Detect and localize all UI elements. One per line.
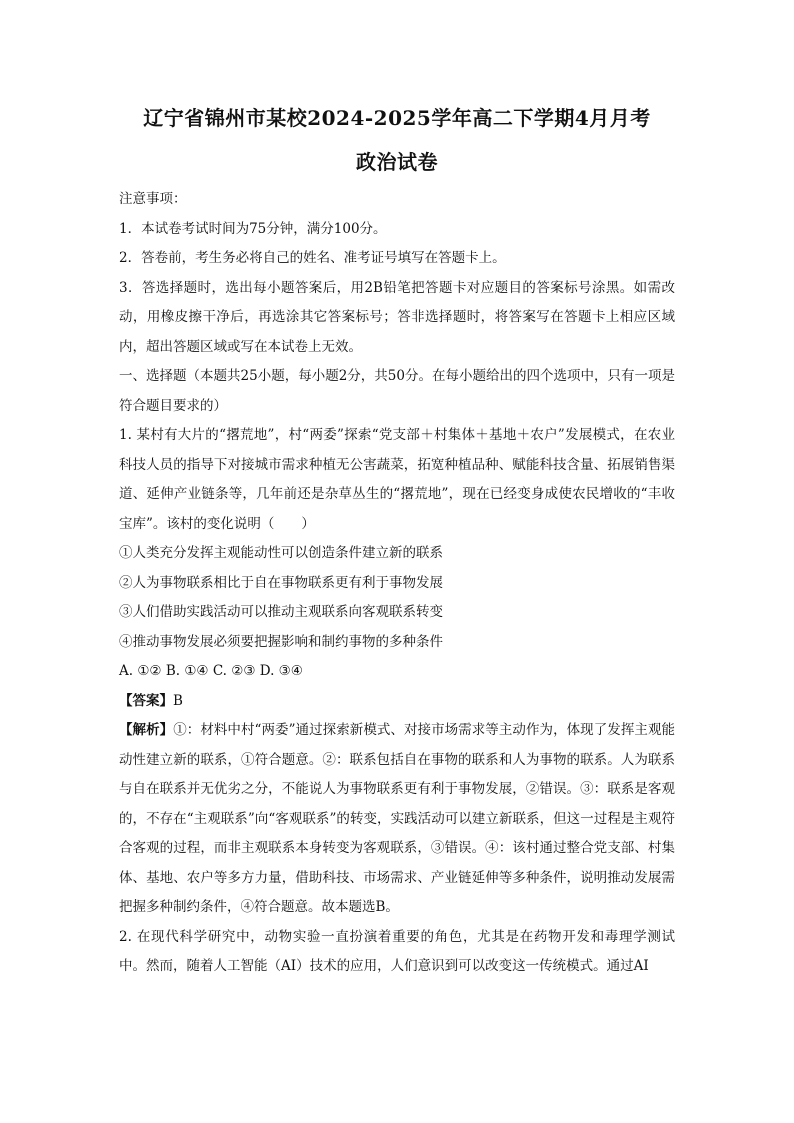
question-1-statement-1: ①人类充分发挥主观能动性可以创造条件建立新的联系 <box>119 545 443 561</box>
analysis-text: ①：材料中村“两委”通过探索新模式、对接市场需求等主动作为，体现了发挥主观能动性建立新的联系，①符合题意。②：联系包括自在事物的联系和人为事物的联系。人为联系与自在联系并无优劣之分，不能说人为事物联系更有利于事物发展，②错误。③：联系是客观的，不存在“主观联系”向“客观联系”的转变，实践活动可以建立新联系，但这一过程是主观符合客观的过程，而非主观联系本身转变为客观联系，③错误。④：该村通过整合党支部、村集体、基地、农户等多方力量，借助科技、市场需求、产业链延伸等多种条件，说明推动发展需把握多种制约条件，④符合题意。故本题选B。 <box>119 722 675 915</box>
notice-item-3: 3．答选择题时，选出每小题答案后，用2B铅笔把答题卡对应题目的答案标号涂黑。如需改动，用橡皮擦干净后，再选涂其它答案标号；答非选择题时，将答案写在答题卡上相应区域内，超出答题区域或写在本试卷上无效。 <box>119 279 675 355</box>
notice-heading: 注意事项： <box>119 191 187 207</box>
question-1-statement-2: ②人为事物联系相比于自在事物联系更有利于事物发展 <box>119 574 443 591</box>
exam-subtitle: 政治试卷 <box>356 150 438 174</box>
question-1-analysis <box>119 716 675 923</box>
question-1-stem: 1. 某村有大片的“撂荒地”，村“两委”探索“党支部＋村集体＋基地＋农户”发展模式，在农业科技人员的指导下对接城市需求种植无公害蔬菜，拓宽种植品种、赋能科技含量、拓展销售渠道、延伸产业链条等，几年前还是杂草丛生的“撂荒地”，现在已经变身成使农民增收的“丰收宝库”。该村的变化说明（ ） <box>119 427 675 532</box>
question-1-choices: A. ①② B. ①④ C. ②③ D. ③④ <box>119 663 303 679</box>
document-body <box>119 185 675 982</box>
exam-title: 辽宁省锦州市某校2024-2025学年高二下学期4月月考 <box>143 106 651 130</box>
question-1-answer <box>119 687 675 717</box>
answer-value: B <box>173 692 183 709</box>
section-heading: 一、选择题（本题共25小题，每小题2分，共50分。在每小题给出的四个选项中，只有一项是符合题目要求的） <box>119 368 675 414</box>
question-1-statement-4: ④推动事物发展必须要把握影响和制约事物的多种条件 <box>119 633 443 650</box>
question-2-stem: 2. 在现代科学研究中，动物实验一直扮演着重要的角色，尤其是在药物开发和毒理学测试中。然而，随着人工智能（AI）技术的应用，人们意识到可以改变这一传统模式。通过AI <box>119 928 675 974</box>
question-1-statement-3: ③人们借助实践活动可以推动主观联系向客观联系转变 <box>119 604 443 620</box>
answer-label: 【答案】 <box>119 692 173 709</box>
notice-item-2: 2．答卷前，考生务必将自己的姓名、准考证号填写在答题卡上。 <box>119 250 506 266</box>
notice-item-1: 1．本试卷考试时间为75分钟，满分100分。 <box>119 220 387 237</box>
analysis-label: 【解析】 <box>119 722 174 738</box>
